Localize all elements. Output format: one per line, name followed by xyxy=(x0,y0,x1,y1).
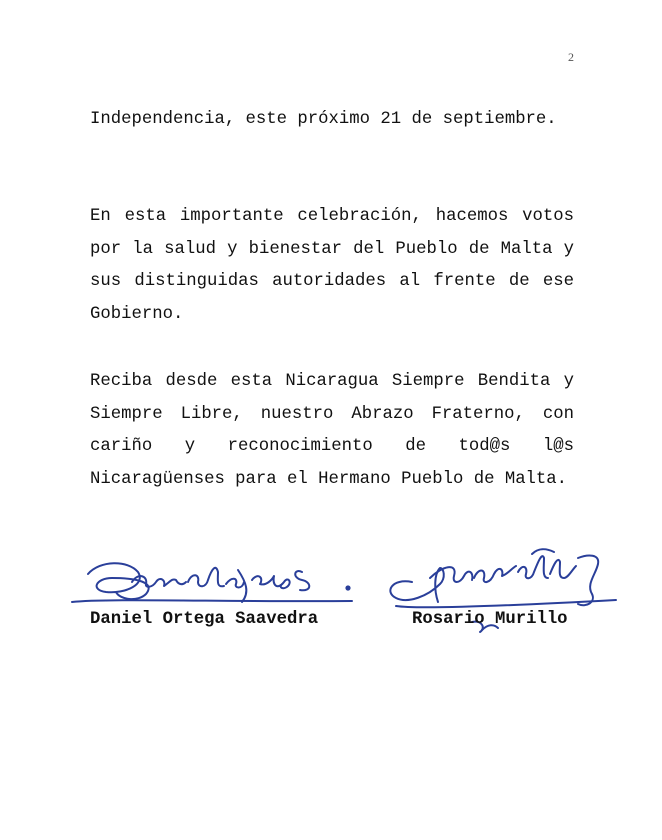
signatory-name-left: Daniel Ortega Saavedra xyxy=(90,610,319,629)
signatory-name-right: Rosario Murillo xyxy=(412,610,568,629)
paragraph-wishes: En esta importante celebración, hacemos votos por la salud y bienestar del Pueblo de Malta y sus distinguidas autoridades al frente de ese Gobierno. xyxy=(90,207,574,324)
paragraph-independence: Independencia, este próximo 21 de septiembre. xyxy=(90,110,557,129)
paragraph-embrace: Reciba desde esta Nicaragua Siempre Bendita y Siempre Libre, nuestro Abrazo Fraterno, con cariño y reconocimiento de tod@s l@s Nicaragüenses para el Hermano Pueblo de Malta. xyxy=(90,372,574,489)
signature-daniel-ortega xyxy=(66,552,362,614)
page-number: 2 xyxy=(568,50,574,64)
